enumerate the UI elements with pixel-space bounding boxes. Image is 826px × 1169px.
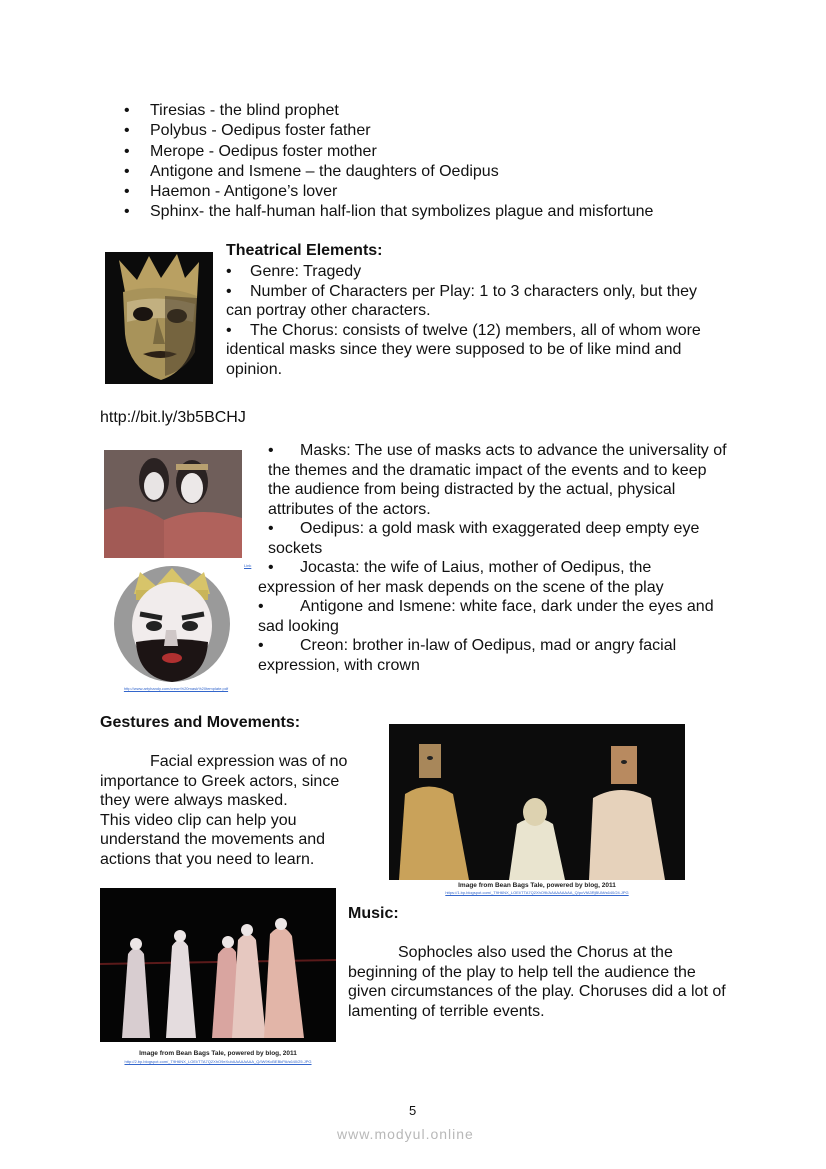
music-image-link[interactable]: http://2.bp.blogspot.com/_T9H6NX_LOEI/TTA7Q2XhO9eXubAAAAAAAA_Q/IW9KcBEBkPA/s640/25.JPG bbox=[124, 1059, 312, 1064]
list-item: • Number of Characters per Play: 1 to 3 characters only, but they can portray other characters. bbox=[226, 282, 698, 319]
masks-list bbox=[258, 441, 728, 675]
music-paragraph: Sophocles also used the Chorus at the beginning of the play to help tell the audience the given circumstances of the play. Choruses did a lot of lamenting of terrible events. bbox=[348, 944, 726, 1020]
creon-image-link[interactable]: http://www.artyhandy.com/creon%20mask%20template.pdf bbox=[123, 686, 229, 691]
list-item: • Sphinx- the half-human half-lion that symbolizes plague and misfortune bbox=[124, 202, 653, 222]
gold-mask-image bbox=[105, 252, 213, 384]
list-item: • Polybus - Oedipus foster father bbox=[124, 121, 653, 141]
gestures-paragraph: Facial expression was of no importance to Greek actors, since they were always masked. This video clip can help you understand the movements and actions that you need to learn. bbox=[100, 753, 348, 868]
gestures-image-link[interactable]: https://1.bp.blogspot.com/_T9H6NX_LOEI/TTA7Q2XhO9I/AAAAAAAAA_Q/pcVfA3RjBUM/s640/24.JPG bbox=[445, 890, 629, 895]
list-item: • Antigone and Ismene – the daughters of Oedipus bbox=[124, 162, 653, 182]
chorus-actors-image bbox=[389, 724, 685, 880]
theatrical-heading: Theatrical Elements: bbox=[226, 242, 383, 259]
theatrical-list bbox=[226, 262, 726, 379]
source-link[interactable]: http://bit.ly/3b5BCHJ bbox=[100, 409, 246, 426]
list-item: • Masks: The use of masks acts to advance the universality of the themes and the dramatic impact of the events and to keep the audience from being distracted by the actual, physical attributes of the actors. bbox=[268, 442, 727, 518]
list-item: • Oedipus: a gold mask with exaggerated deep empty eye sockets bbox=[268, 520, 700, 557]
list-item: • Jocasta: the wife of Laius, mother of Oedipus, the expression of her mask depends on the scene of the play bbox=[258, 559, 664, 596]
masked-actors-image bbox=[104, 450, 242, 558]
tiny-link[interactable]: Link bbox=[244, 563, 252, 568]
gestures-heading: Gestures and Movements: bbox=[100, 714, 301, 731]
list-item: • Merope - Oedipus foster mother bbox=[124, 142, 653, 162]
list-item: • Genre: Tragedy bbox=[226, 263, 362, 280]
page-number: 5 bbox=[409, 1103, 417, 1118]
list-item: • Haemon - Antigone’s lover bbox=[124, 182, 653, 202]
list-item: • The Chorus: consists of twelve (12) members, all of whom wore identical masks since they were supposed to be of like mind and opinion. bbox=[226, 321, 701, 378]
list-item: • Creon: brother in-law of Oedipus, mad or angry facial expression, with crown bbox=[258, 637, 677, 674]
list-item: • Antigone and Ismene: white face, dark under the eyes and sad looking bbox=[258, 598, 714, 635]
music-heading: Music: bbox=[348, 905, 399, 922]
list-item: • Tiresias - the blind prophet bbox=[124, 101, 653, 121]
dancing-chorus-image bbox=[100, 888, 336, 1042]
music-image-caption: Image from Bean Bags Tale, powered by blog, 2011 bbox=[139, 1050, 297, 1057]
character-list bbox=[124, 101, 653, 223]
gestures-image-caption: Image from Bean Bags Tale, powered by blog, 2011 bbox=[458, 882, 616, 889]
creon-mask-image bbox=[112, 560, 232, 684]
watermark: www.modyul.online bbox=[337, 1126, 474, 1142]
